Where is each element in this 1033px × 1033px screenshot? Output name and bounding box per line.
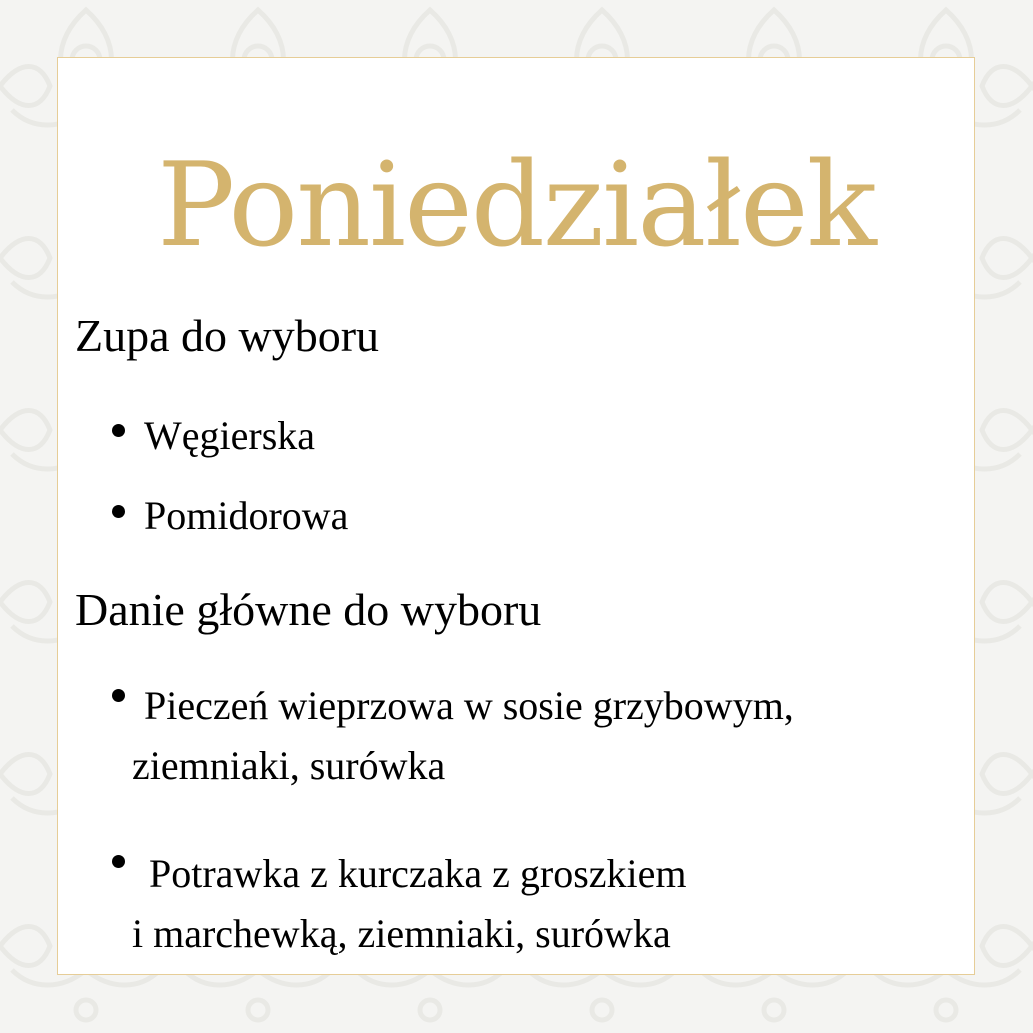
bullet-icon — [112, 505, 125, 518]
soup-heading: Zupa do wyboru — [75, 310, 380, 361]
bullet-icon — [112, 424, 125, 437]
menu-panel — [57, 57, 975, 975]
soup-option-label: Pomidorowa — [144, 493, 349, 538]
main-course-option-line: Potrawka z kurczaka z groszkiem — [149, 851, 687, 896]
main-course-option-line: ziemniaki, surówka — [132, 743, 446, 788]
bullet-icon — [112, 855, 125, 868]
soup-option-label: Węgierska — [144, 413, 316, 458]
main-course-option-line: Pieczeń wieprzowa w sosie grzybowym, — [144, 683, 794, 728]
day-title: Poniedziałek — [157, 138, 875, 273]
main-course-option-line: i marchewką, ziemniaki, surówka — [132, 911, 671, 956]
main-course-heading: Danie główne do wyboru — [75, 584, 542, 635]
bullet-icon — [112, 689, 125, 702]
